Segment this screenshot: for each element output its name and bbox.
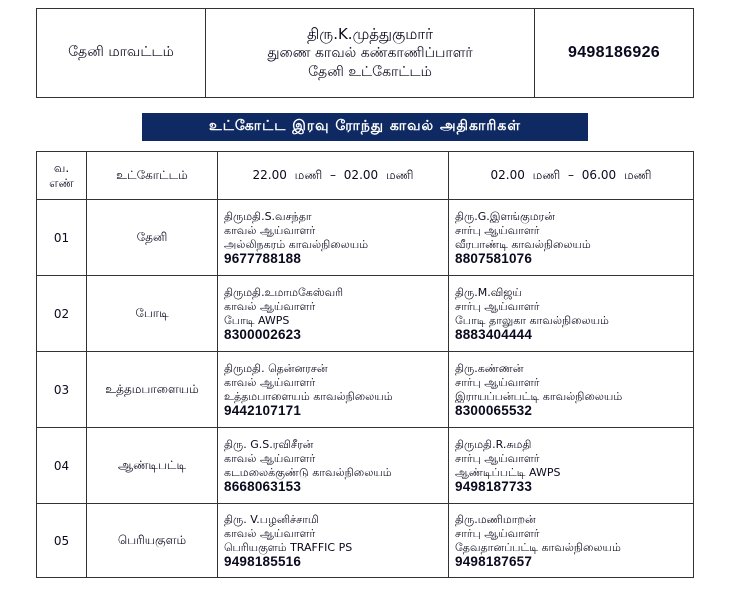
- officer-phone: 8883404444: [455, 326, 533, 342]
- officer-rank: சார்பு ஆய்வாளர்: [455, 526, 540, 540]
- header-table: [36, 8, 694, 98]
- officer-rank: காவல் ஆய்வாளர்: [224, 451, 316, 465]
- header-slot2: 02.00 மணி – 06.00 மணி: [449, 152, 694, 200]
- slot1-officer-cell: [218, 200, 449, 276]
- officer-station: போடி தாலுகா காவல்நிலையம்: [455, 313, 609, 327]
- header-slot1: 22.00 மணி – 02.00 மணி: [218, 152, 449, 200]
- officer-station: பெரியகுளம் TRAFFIC PS: [224, 540, 353, 554]
- row-subdivision: ஆண்டிபட்டி: [87, 428, 218, 504]
- officer-name: திருமதி.R.சுமதி: [455, 437, 532, 451]
- officer-rank: சார்பு ஆய்வாளர்: [455, 223, 540, 237]
- officer-phone: 8300065532: [455, 402, 533, 418]
- officer-phone: 8668063153: [224, 478, 302, 494]
- officer-rank: காவல் ஆய்வாளர்: [224, 375, 316, 389]
- officer-station: இராயப்பன்பட்டி காவல்நிலையம்: [455, 389, 623, 403]
- row-number: 02: [37, 276, 87, 352]
- officer-phone: 8807581076: [455, 250, 533, 266]
- officer-name: திரு.கண்ணன்: [455, 361, 524, 375]
- officer-rank: காவல் ஆய்வாளர்: [224, 526, 316, 540]
- officer-name: திரு. G.S.ரவிசீரன்: [224, 437, 314, 451]
- officer-rank: சார்பு ஆய்வாளர்: [455, 299, 540, 313]
- slot1-officer-cell: [218, 428, 449, 504]
- slot1-officer-cell: [218, 276, 449, 352]
- officer-station: ஆண்டிப்பட்டி AWPS: [455, 465, 561, 479]
- officer-phone: 8300002623: [224, 326, 302, 342]
- district-cell: [37, 9, 206, 98]
- officer-name: திரு.G.இளங்குமரன்: [455, 209, 555, 223]
- row-number: 04: [37, 428, 87, 504]
- row-number: 01: [37, 200, 87, 276]
- officer-station: போடி AWPS: [224, 313, 290, 327]
- officer-rank: சார்பு ஆய்வாளர்: [455, 451, 540, 465]
- table-row: [37, 428, 694, 504]
- officer-rank: சார்பு ஆய்வாளர்: [455, 375, 540, 389]
- officer-rank: காவல் ஆய்வாளர்: [224, 299, 316, 313]
- officer-cell: [206, 9, 535, 98]
- officer-subdivision: தேனி உட்கோட்டம்: [308, 63, 432, 80]
- row-number: 03: [37, 352, 87, 428]
- table-header-row: [37, 152, 694, 200]
- district-name: தேனி மாவட்டம்: [68, 44, 174, 60]
- banner-title: உட்கோட்ட இரவு ரோந்து காவல் அதிகாரிகள்: [142, 113, 588, 141]
- row-subdivision: உத்தமபாளையம்: [87, 352, 218, 428]
- officer-phone: 9498187657: [455, 553, 533, 569]
- officer-station: அல்லிநகரம் காவல்நிலையம்: [224, 237, 369, 251]
- officer-station: கடமலைக்குண்டு காவல்நிலையம்: [224, 465, 392, 479]
- officer-designation: துணை காவல் கண்காணிப்பாளர்: [267, 44, 473, 61]
- officer-name: திருமதி.S.வசந்தா: [224, 209, 312, 223]
- officer-name: திரு.K.முத்துகுமார்: [307, 24, 433, 43]
- table-row: [37, 504, 694, 578]
- slot1-officer-cell: [218, 504, 449, 578]
- officer-station: உத்தமபாளையம் காவல்நிலையம்: [224, 389, 393, 403]
- officer-name: திரு. V.பழனிச்சாமி: [224, 512, 319, 526]
- officer-phone: 9498185516: [224, 553, 302, 569]
- header-no: வ. எண்: [37, 152, 87, 200]
- officer-station: வீரபாண்டி காவல்நிலையம்: [455, 237, 591, 251]
- slot2-officer-cell: [449, 276, 694, 352]
- officer-station: தேவதானப்பட்டி காவல்நிலையம்: [455, 540, 621, 554]
- slot2-officer-cell: [449, 428, 694, 504]
- header-subdivision: உட்கோட்டம்: [87, 152, 218, 200]
- row-subdivision: போடி: [87, 276, 218, 352]
- table-row: [37, 200, 694, 276]
- row-subdivision: தேனி: [87, 200, 218, 276]
- slot1-officer-cell: [218, 352, 449, 428]
- officer-phone: 9677788188: [224, 250, 302, 266]
- table-row: [37, 352, 694, 428]
- table-row: [37, 276, 694, 352]
- slot2-officer-cell: [449, 352, 694, 428]
- slot2-officer-cell: [449, 200, 694, 276]
- row-number: 05: [37, 504, 87, 578]
- patrol-table: [36, 151, 694, 578]
- officer-rank: காவல் ஆய்வாளர்: [224, 223, 316, 237]
- officer-name: திருமதி.உமாமகேஸ்வரி: [224, 285, 344, 299]
- officer-name: திருமதி. தென்னரசன்: [224, 361, 328, 375]
- officer-phone: 9498186926: [535, 9, 694, 98]
- officer-name: திரு.மணிமாறன்: [455, 512, 536, 526]
- officer-phone: 9442107171: [224, 402, 302, 418]
- row-subdivision: பெரியகுளம்: [87, 504, 218, 578]
- slot2-officer-cell: [449, 504, 694, 578]
- officer-phone: 9498187733: [455, 478, 533, 494]
- officer-name: திரு.M.விஜய்: [455, 285, 522, 299]
